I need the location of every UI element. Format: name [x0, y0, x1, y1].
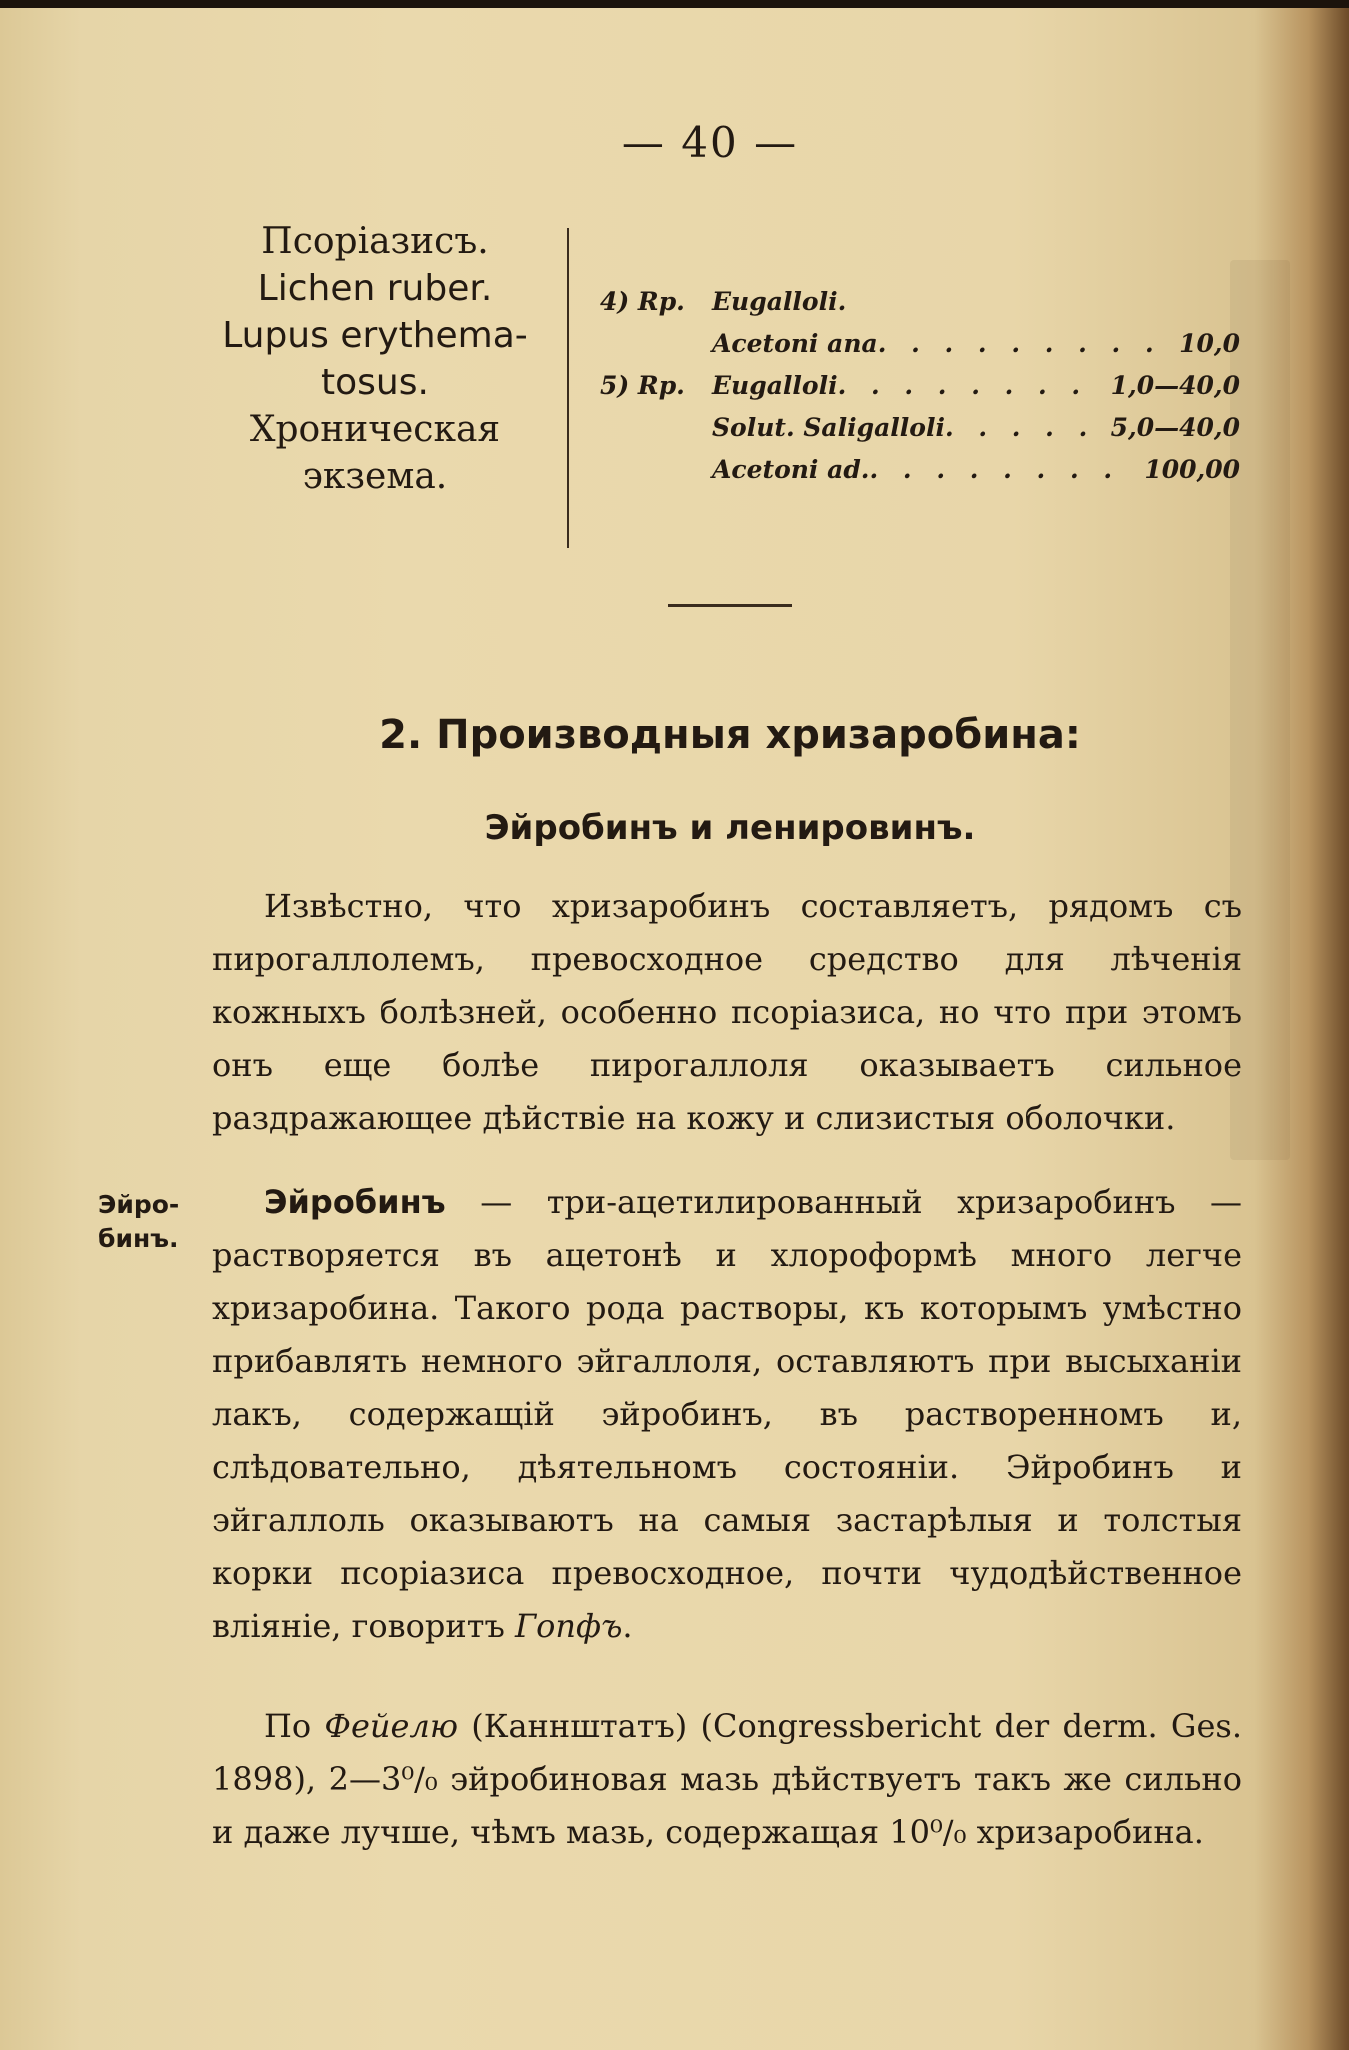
- paragraph-text: — три-ацетилированный хризаробинъ — растворяется въ ацетонѣ и хлороформѣ много легче хризаробина. Такого рода растворы, къ которымъ умѣстно прибавлять немного эйгаллоля, оставляютъ при высыханіи лакъ, содержащій эйробинъ, въ растворенномъ и, слѣдовательно, дѣятельномъ состояніи. Эйробинъ и эйгаллоль оказываютъ на самыя застарѣлыя и толстыя корки псоріазиса превосходное, почти чудодѣйственное вліяніе, говоритъ: [212, 1183, 1242, 1645]
- prescription-list: [600, 280, 1240, 490]
- author-name: Фейелю: [324, 1707, 458, 1745]
- rx-ingredient: Acetoni ad.: [712, 454, 870, 484]
- condition-line: Lupus erythema-: [222, 315, 528, 356]
- prescription-line: [600, 322, 1240, 364]
- rx-ingredient: Eugalloli: [712, 370, 838, 400]
- paragraph-start: По: [264, 1707, 325, 1745]
- rx-ingredient: Acetoni ana: [712, 328, 878, 358]
- author-name: Гопфъ: [514, 1607, 623, 1645]
- paragraph: Извѣстно, что хризаробинъ составляетъ, рядомъ съ пирогаллолемъ, превосходное средство для лѣченія кожныхъ болѣзней, особенно псоріазиса, но что при этомъ онъ еще болѣе пирогаллоля оказываетъ сильное раздражающее дѣйствіе на кожу и слизистыя оболочки.: [212, 887, 1242, 1137]
- condition-line: Псоріазисъ.: [261, 221, 489, 262]
- prescription-line: [600, 280, 1240, 322]
- term-lead: Эйробинъ: [264, 1183, 446, 1221]
- rx-number: 5) Rp.: [600, 370, 685, 400]
- subsection-heading: Эйробинъ и ленировинъ.: [484, 808, 976, 848]
- paragraph-text: (Каннштатъ) (Congressbericht der derm. Ges. 1898), 2—3⁰/₀ эйробиновая мазь дѣйствуетъ такъ же сильно и даже лучше, чѣмъ мазь, содержащая 10⁰/₀ хризаробина.: [212, 1707, 1243, 1851]
- leader-dots: [838, 371, 1105, 400]
- rx-amount: 100,00: [1144, 454, 1240, 484]
- section-separator: [668, 604, 792, 607]
- paragraph: [212, 1176, 1242, 1653]
- rx-ingredient: Eugalloli.: [712, 286, 847, 316]
- rx-ingredient: Solut. Saligalloli: [712, 412, 945, 442]
- column-divider: [567, 228, 569, 548]
- condition-line: экзема.: [302, 456, 448, 497]
- paragraph: [212, 1700, 1242, 1859]
- conditions-list: [180, 218, 570, 500]
- prescription-line: [600, 364, 1240, 406]
- rx-amount: 10,0: [1179, 328, 1240, 358]
- margin-note: Эйро-бинъ.: [98, 1190, 180, 1253]
- page-number: — 40 —: [621, 118, 799, 167]
- prescription-line: [600, 406, 1240, 448]
- prescription-line: [600, 448, 1240, 490]
- condition-line: Lichen ruber.: [257, 268, 493, 309]
- leader-dots: [870, 455, 1139, 484]
- condition-line: Хроническая: [249, 409, 501, 450]
- rx-amount: 5,0—40,0: [1110, 412, 1240, 442]
- section-heading: 2. Производныя хризаробина:: [379, 712, 1081, 758]
- leader-dots: [945, 413, 1105, 442]
- condition-line: tosus.: [321, 362, 429, 403]
- leader-dots: [878, 329, 1173, 358]
- paragraph-end: .: [622, 1607, 633, 1645]
- scan-edge: [0, 0, 1349, 8]
- rx-number: 4) Rp.: [600, 286, 685, 316]
- rx-amount: 1,0—40,0: [1110, 370, 1240, 400]
